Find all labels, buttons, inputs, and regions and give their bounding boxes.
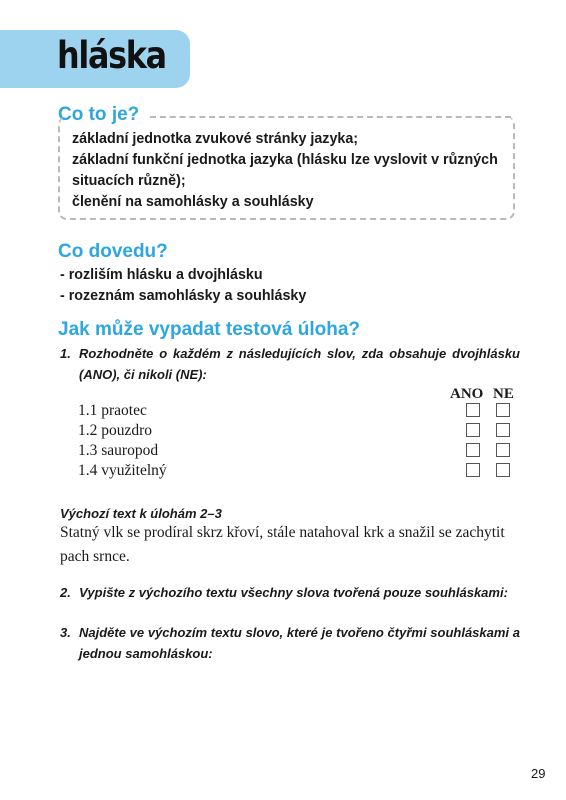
checkbox-no-1[interactable]	[496, 403, 510, 417]
list-item: 1.1 praotec	[78, 402, 147, 419]
skill-item: - rozliším hlásku a dvojhlásku	[60, 267, 263, 283]
definition-heading: Co to je?	[58, 104, 140, 125]
checkbox-yes-2[interactable]	[466, 423, 480, 437]
task-3	[60, 622, 520, 664]
task-1	[60, 343, 520, 385]
task-text: Najděte ve výchozím textu slovo, které je tvořeno čtyřmi souhláskami a jednou samohláskou:	[79, 625, 520, 661]
skills-heading: Co dovedu?	[58, 241, 168, 262]
definition-line: členění na samohlásky a souhlásky	[72, 194, 314, 210]
column-no-header: NE	[493, 386, 514, 402]
task-text: Vypište z výchozího textu všechny slova tvořená pouze souhláskami:	[79, 585, 508, 600]
checkbox-yes-3[interactable]	[466, 443, 480, 457]
definition-line: základní jednotka zvukové stránky jazyka;	[72, 131, 359, 147]
task-number: 2.	[60, 585, 71, 600]
checkbox-no-2[interactable]	[496, 423, 510, 437]
page-title: hláska	[57, 34, 166, 77]
skills-list	[60, 265, 306, 307]
task-text: Rozhodněte o každém z následujících slov, zda obsahuje dvojhlásku (ANO), či nikoli (NE):	[79, 346, 520, 382]
list-item: 1.3 sauropod	[78, 442, 159, 459]
definition-text	[72, 129, 502, 213]
definition-line: základní funkční jednotka jazyka (hlásku lze vyslovit v různých	[72, 152, 498, 168]
list-item: 1.4 využitelný	[78, 462, 167, 479]
checkbox-yes-4[interactable]	[466, 463, 480, 477]
checkbox-no-4[interactable]	[496, 463, 510, 477]
column-yes-header: ANO	[450, 386, 484, 402]
checkbox-yes-1[interactable]	[466, 403, 480, 417]
source-text: Statný vlk se prodíral skrz křoví, stále natahoval krk a snažil se zachytit pach srnce.	[60, 524, 505, 565]
checkbox-no-3[interactable]	[496, 443, 510, 457]
definition-line: situacích různě);	[72, 173, 186, 189]
task-number: 3.	[60, 625, 71, 640]
page-number: 29	[531, 766, 546, 781]
task-2	[60, 582, 520, 603]
list-item: 1.2 pouzdro	[78, 422, 153, 439]
tasks-heading: Jak může vypadat testová úloha?	[58, 319, 360, 340]
skill-item: - rozeznám samohlásky a souhlásky	[60, 288, 307, 304]
source-text-title: Výchozí text k úlohám 2–3	[60, 506, 222, 521]
task-number: 1.	[60, 346, 71, 361]
